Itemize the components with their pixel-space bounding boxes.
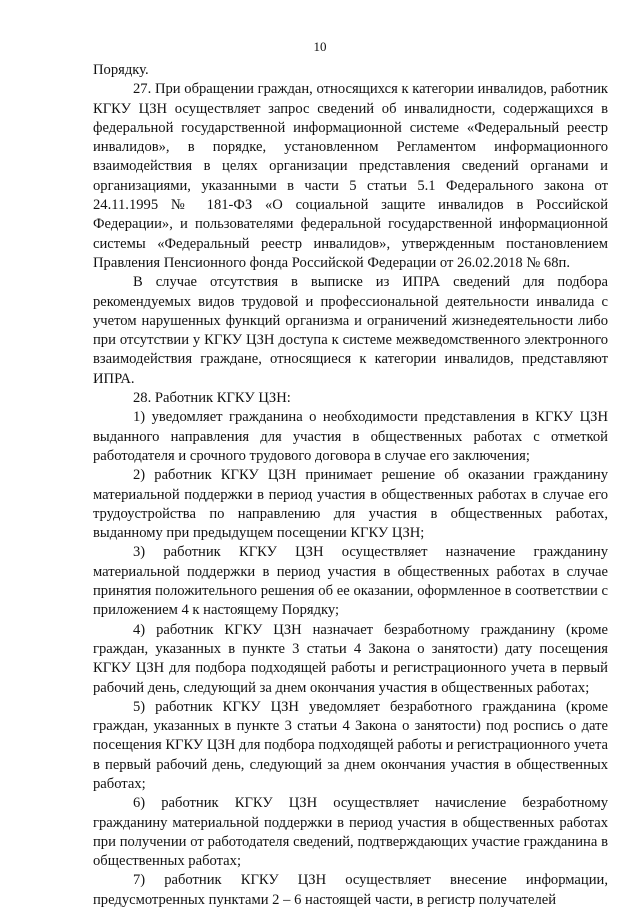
list-item-2: 2) работник КГКУ ЦЗН принимает решение об оказании гражданину материальной поддержки в период участия в общественных работах в случае его трудоустройства по направлению для участия в общественных работах, выданному при предыдущем посещении КГКУ ЦЗН; [93, 467, 608, 542]
paragraph-27: 27. При обращении граждан, относящихся к категории инвалидов, работник КГКУ ЦЗН осуществляет запрос сведений об инвалидности, содержащихся в федеральной государственной информационной системе «Федеральный реестр инвалидов», в порядке, установленном Регламентом информационного взаимодействия в целях организации представления сведений органами и организациями, указанными в части 5 статьи 5.1 Федерального закона от 24.11.1995 № 181-ФЗ «О социальной защите инвалидов в Российской Федерации», и пользователями федеральной государственной информационной системы «Федеральный реестр инвалидов», утвержденным постановлением Правления Пенсионного фонда Российской Федерации от 26.02.2018 № 68п. [93, 81, 608, 271]
paragraph-27-ipra: В случае отсутствия в выписке из ИПРА сведений для подбора рекомендуемых видов трудовой и профессиональной деятельности инвалида с учетом нарушенных функций организма и ограничений жизнедеятельности либо при отсутствии у КГКУ ЦЗН доступа к системе межведомственного электронного взаимодействия граждане, относящиеся к категории инвалидов, представляют ИПРА. [93, 274, 608, 387]
list-item-5: 5) работник КГКУ ЦЗН уведомляет безработного гражданина (кроме граждан, указанных в пункте 3 статьи 4 Закона о занятости) под роспись о дате посещения КГКУ ЦЗН для подбора подходящей работы и регистрационного учета в первый рабочий день, следующий за днем окончания участия в общественных работах; [93, 698, 608, 792]
paragraph-28: 28. Работник КГКУ ЦЗН: [133, 390, 291, 407]
page-number: 10 [313, 39, 327, 54]
list-item-4: 4) работник КГКУ ЦЗН назначает безработному гражданину (кроме граждан, указанных в пункте 3 статьи 4 Закона о занятости) дату посещения КГКУ ЦЗН для подбора подходящей работы и регистрационного учета в первый рабочий день, следующий за днем окончания участия в общественных работах; [93, 621, 608, 696]
list-item-1: 1) уведомляет гражданина о необходимости представления в КГКУ ЦЗН выданного направления для участия в общественных работах с отметкой работодателя и срочного трудового договора в случае его заключения; [93, 409, 608, 464]
list-item-6: 6) работник КГКУ ЦЗН осуществляет начисление безработному гражданину материальной поддержки в период участия в общественных работах при получении от работодателя сведений, подтверждающих участие гражданина в общественных работах; [93, 795, 608, 870]
list-item-3: 3) работник КГКУ ЦЗН осуществляет назначение гражданину материальной поддержки в период участия в общественных работах в случае принятия положительного решения об ее оказании, оформленное в соответствии с приложением 4 к настоящему Порядку; [93, 544, 608, 619]
document-body [93, 61, 608, 910]
paragraph-continuation: Порядку. [93, 62, 149, 78]
list-item-7: 7) работник КГКУ ЦЗН осуществляет внесение информации, предусмотренных пунктами 2 – 6 настоящей части, в регистр получателей [93, 872, 608, 908]
